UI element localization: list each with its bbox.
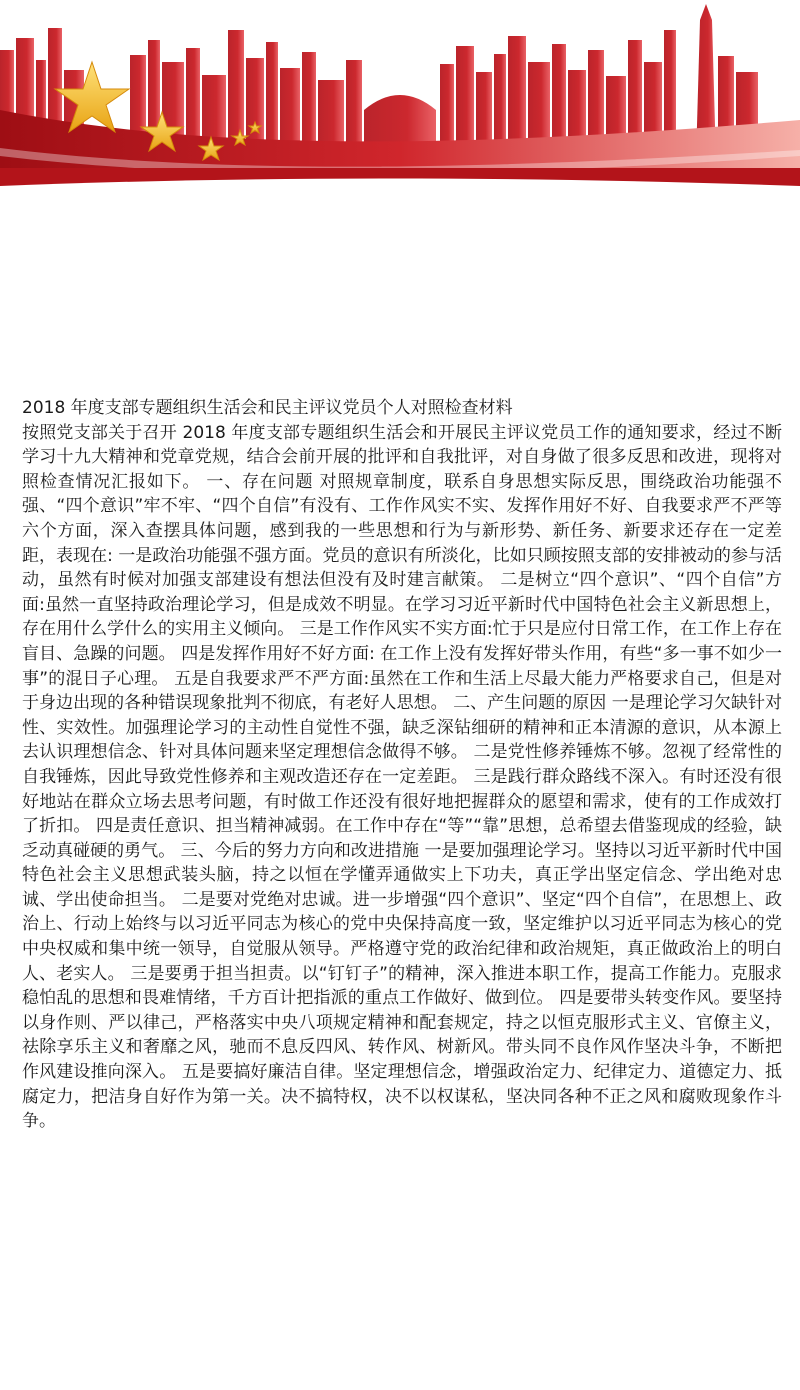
document-title: 2018 年度支部专题组织生活会和民主评议党员个人对照检查材料	[22, 398, 513, 418]
document-page	[22, 396, 782, 1134]
header-banner	[0, 0, 800, 190]
document-body: 按照党支部关于召开 2018 年度支部专题组织生活会和开展民主评议党员工作的通知要求，经过不断学习十九大精神和党章党规，结合会前开展的批评和自我批评，对自身做了很多反思和改进，现将对照检查情况汇报如下。 一、存在问题 对照规章制度，联系自身思想实际反思，围绕政治功能强不强、“四个意识”牢不牢、“四个自信”有没有、工作作风实不实、发挥作用好不好、自我要求严不严等六个方面，深入查摆具体问题，感到我的一些思想和行为与新形势、新任务、新要求还存在一定差距，表现在: 一是政治功能强不强方面。党员的意识有所淡化，比如只顾按照支部的安排被动的参与活动，虽然有时候对加强支部建设有想法但没有及时建言献策。 二是树立“四个意识”、“四个自信”方面:虽然一直坚持政治理论学习，但是成效不明显。在学习习近平新时代中国特色社会主义新思想上，存在用什么学什么的实用主义倾向。 三是工作作风实不实方面:忙于只是应付日常工作，在工作上存在盲目、急躁的问题。 四是发挥作用好不好方面: 在工作上没有发挥好带头作用，有些“多一事不如少一事”的混日子心理。 五是自我要求严不严方面:虽然在工作和生活上尽最大能力严格要求自己，但是对于身边出现的各种错误现象批判不彻底，有老好人思想。 二、产生问题的原因 一是理论学习欠缺针对性、实效性。加强理论学习的主动性自觉性不强，缺乏深钻细研的精神和正本清源的意识，从本源上去认识理想信念、针对具体问题来坚定理想信念做得不够。 二是党性修养锤炼不够。忽视了经常性的自我锤炼，因此导致党性修养和主观改造还存在一定差距。 三是践行群众路线不深入。有时还没有很好地站在群众立场去思考问题，有时做工作还没有很好地把握群众的愿望和需求，使有的工作成效打了折扣。 四是责任意识、担当精神减弱。在工作中存在“等”“靠”思想，总希望去借鉴现成的经验，缺乏动真碰硬的勇气。 三、今后的努力方向和改进措施 一是要加强理论学习。坚持以习近平新时代中国特色社会主义思想武装头脑，持之以恒在学懂弄通做实上下功夫，真正学出坚定信念、学出绝对忠诚、学出使命担当。 二是要对党绝对忠诚。进一步增强“四个意识”、坚定“四个自信”，在思想上、政治上、行动上始终与以习近平同志为核心的党中央保持高度一致，坚定维护以习近平同志为核心的党中央权威和集中统一领导，自觉服从领导。严格遵守党的政治纪律和政治规矩，真正做政治上的明白人、老实人。 三是要勇于担当担责。以“钉钉子”的精神，深入推进本职工作，提高工作能力。克服求稳怕乱的思想和畏难情绪，千方百计把指派的重点工作做好、做到位。 四是要带头转变作风。要坚持以身作则、严以律己，严格落实中央八项规定精神和配套规定，持之以恒克服形式主义、官僚主义，祛除享乐主义和奢靡之风，驰而不息反四风、转作风、树新风。带头同不良作风作坚决斗争，不断把作风建设推向深入。 五是要搞好廉洁自律。坚定理想信念，增强政治定力、纪律定力、道德定力、抵腐定力，把洁身自好作为第一关。决不搞特权，决不以权谋私，坚决同各种不正之风和腐败现象作斗争。	[22, 422, 782, 1132]
